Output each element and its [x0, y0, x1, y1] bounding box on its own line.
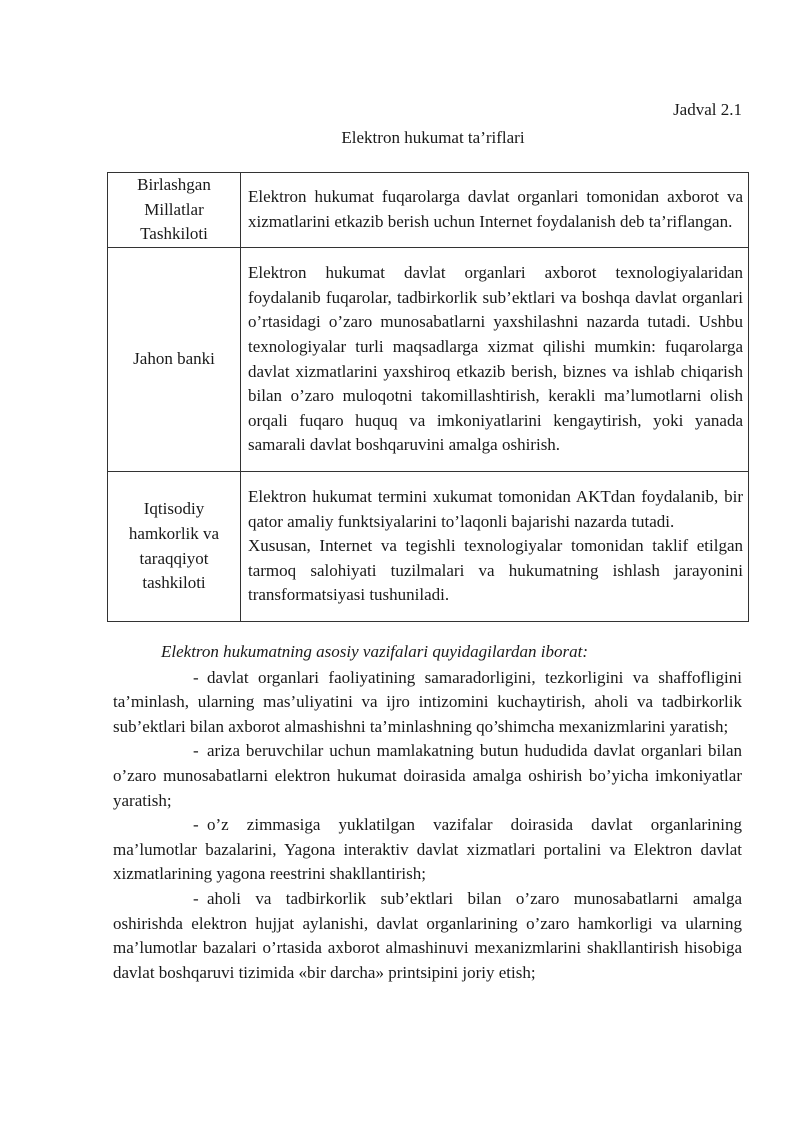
- list-item: [113, 887, 742, 985]
- definition-cell: [241, 248, 749, 472]
- table-row: [108, 248, 749, 472]
- list-item-text: davlat organlari faoliyatining samaradorligini, tezkorligini va shaffofligini ta’minlash, ularning mas’uliyatini va ijro intizomini kuchaytirish, aholi va tadbirkorlik sub’ektlari bilan axborot almashishni ta’minlashning qo’shimcha mexanizmlarini yaratish;: [113, 667, 742, 736]
- body-text: [113, 640, 742, 985]
- definition-paragraph: Elektron hukumat termini xukumat tomonidan AKTdan foydalanib, bir qator amaliy funktsiyalarini to’laqonli bajarishi nazarda tutadi.: [248, 487, 743, 531]
- table-row: [108, 173, 749, 248]
- organization-cell: Jahon banki: [108, 248, 241, 472]
- table-title: Elektron hukumat ta’riflari: [341, 128, 525, 147]
- list-dash: -: [193, 741, 199, 761]
- list-item: [113, 813, 742, 887]
- table-label: Jadval 2.1: [673, 100, 742, 119]
- list-item: [113, 666, 742, 740]
- list-item-text: o’z zimmasiga yuklatilgan vazifalar doirasida davlat organlarining ma’lumotlar bazalarini, Yagona interaktiv davlat xizmatlari portalini va Elektron davlat xizmatlarining yagona reestrini shakllantirish;: [113, 815, 742, 884]
- section-intro: Elektron hukumatning asosiy vazifalari quyidagilardan iborat:: [161, 642, 589, 661]
- table-row: [108, 472, 749, 622]
- list-dash: -: [193, 888, 199, 908]
- list-dash: -: [193, 815, 199, 835]
- definition-cell: [241, 173, 749, 248]
- organization-cell: Birlashgan Millatlar Tashkiloti: [108, 173, 241, 248]
- definitions-table: [107, 172, 749, 622]
- list-item-text: ariza beruvchilar uchun mamlakatning butun hududida davlat organlari bilan o’zaro munosabatlarni elektron hukumat doirasida amalga oshirish bo’yicha imkoniyatlar yaratish;: [113, 741, 742, 810]
- list-item: [113, 739, 742, 813]
- definition-cell: [241, 472, 749, 622]
- organization-cell: Iqtisodiy hamkorlik va taraqqiyot tashkiloti: [108, 472, 241, 622]
- list-dash: -: [193, 667, 199, 687]
- definition-paragraph: Xususan, Internet va tegishli texnologiyalar tomonidan taklif etilgan tarmoq salohiyati tuzilmalari va hukumatning ishlash jarayonini transformatsiyasi tushuniladi.: [248, 536, 743, 605]
- list-item-text: aholi va tadbirkorlik sub’ektlari bilan o’zaro munosabatlarni amalga oshirishda elektron hujjat aylanishi, davlat organlarining o’zaro hamkorligi va ularning ma’lumotlar bazalari o’rtasida axborot almashinuvi mexanizmlarini shakllantirish hisobiga davlat boshqaruvi tizimida «bir darcha» printsipini joriy etish;: [113, 888, 742, 982]
- definition-paragraph: Elektron hukumat fuqarolarga davlat organlari tomonidan axborot va xizmatlarini etkazib berish uchun Internet foydalanish deb ta’riflangan.: [248, 187, 743, 231]
- definition-paragraph: Elektron hukumat davlat organlari axborot texnologiyalaridan foydalanib fuqarolar, tadbirkorlik sub’ektlari va boshqa davlat organlari o’rtasidagi o’zaro munosabatlarni yaxshilashni nazarda tutadi. Ushbu texnologiyalar turli maqsadlarga xizmat qilishi mumkin: fuqarolarga davlat xizmatlarini yaxshiroq etkazib berish, biznes va ishlab chiqarish bilan o’zaro muloqotni takomillashtirish, kerakli ma’lumotlarni olish orqali fuqaro huquq va imkoniyatlarini kengaytirish, yoki yanada samarali davlat boshqaruvini amalga oshirish.: [248, 263, 743, 455]
